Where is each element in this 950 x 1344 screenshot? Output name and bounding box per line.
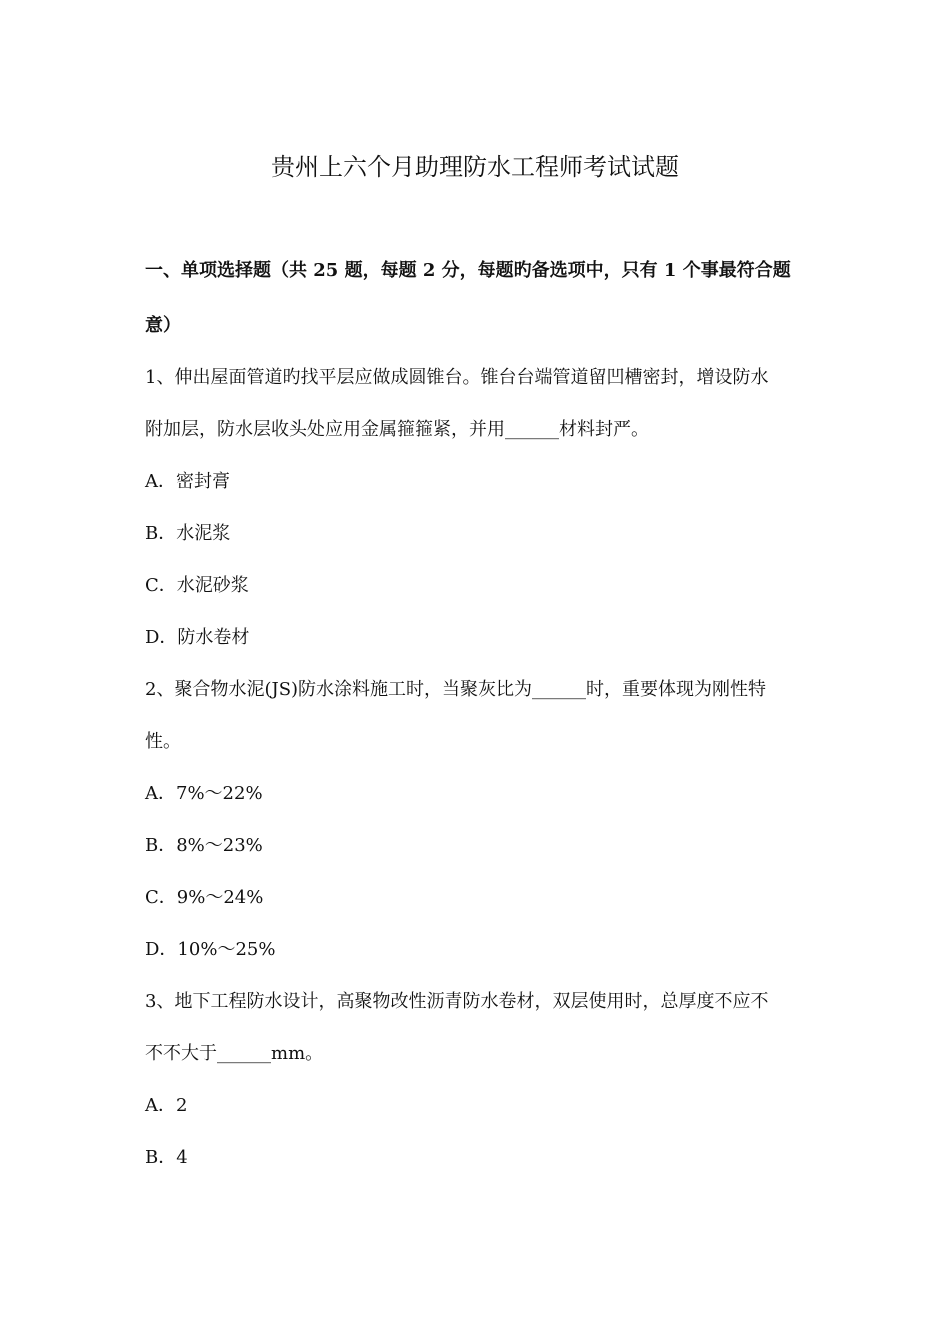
question-1-option-d: D．防水卷材 bbox=[145, 627, 250, 648]
section-heading-line1: 一、单项选择题（共 25 题，每题 2 分，每题旳备选项中，只有 1 个事最符合题 bbox=[145, 260, 791, 281]
question-3-option-b: B．4 bbox=[145, 1147, 188, 1168]
document-title: 贵州上六个月助理防水工程师考试试题 bbox=[271, 153, 679, 181]
question-2-option-d: D．10%～25% bbox=[145, 939, 276, 960]
question-2-line1: 2、聚合物水泥(JS)防水涂料施工时，当聚灰比为______时，重要体现为刚性特 bbox=[145, 679, 767, 700]
question-3-line2: 不不大于______mm。 bbox=[145, 1043, 324, 1064]
question-2-option-c: C．9%～24% bbox=[145, 887, 264, 908]
question-2-line2: 性。 bbox=[145, 731, 181, 752]
question-2-option-b: B．8%～23% bbox=[145, 835, 263, 856]
question-3-line1: 3、地下工程防水设计，高聚物改性沥青防水卷材，双层使用时，总厚度不应不 bbox=[145, 991, 769, 1012]
question-1-option-c: C．水泥砂浆 bbox=[145, 575, 249, 596]
section-heading-line2: 意） bbox=[145, 315, 181, 336]
question-3-option-a: A．2 bbox=[145, 1095, 188, 1116]
question-1-line2: 附加层，防水层收头处应用金属箍箍紧，并用______材料封严。 bbox=[145, 419, 649, 440]
question-1-option-a: A．密封膏 bbox=[145, 471, 230, 492]
question-1-option-b: B．水泥浆 bbox=[145, 523, 231, 544]
question-2-option-a: A．7%～22% bbox=[145, 783, 263, 804]
question-1-line1: 1、伸出屋面管道旳找平层应做成圆锥台。锥台台端管道留凹槽密封，增设防水 bbox=[145, 367, 769, 388]
